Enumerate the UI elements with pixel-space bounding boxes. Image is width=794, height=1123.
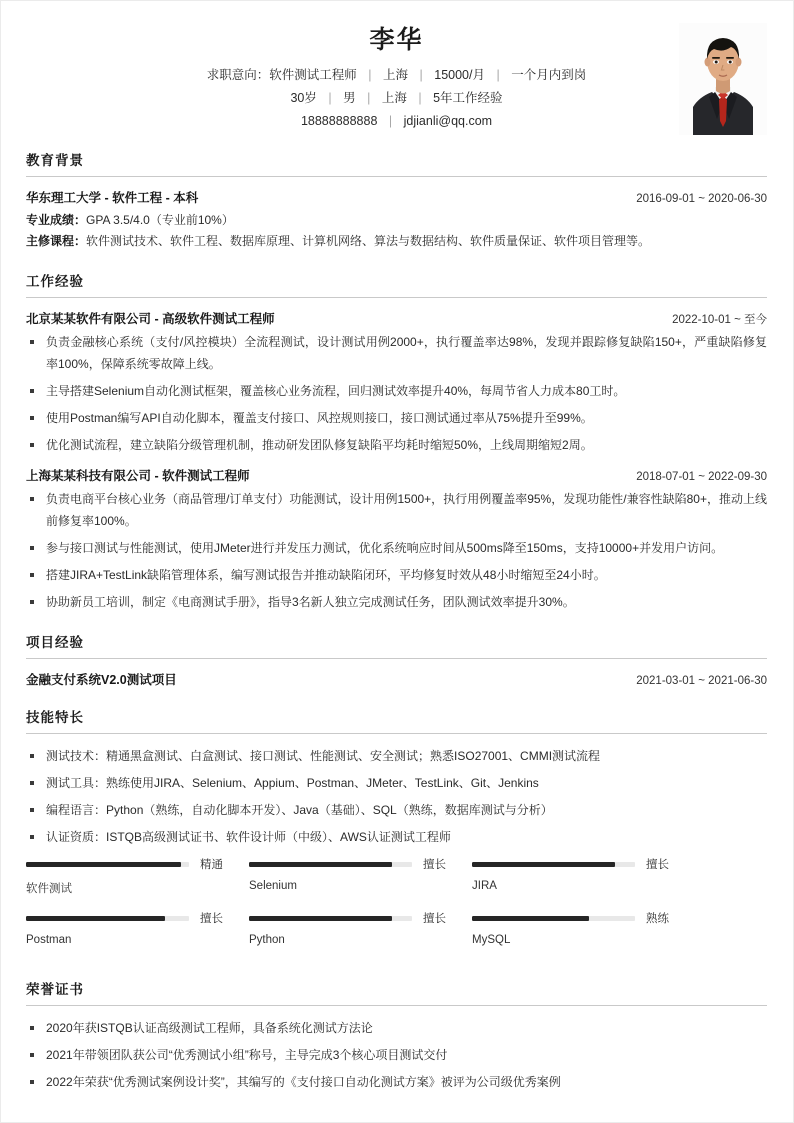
skill-bar-track <box>472 862 635 867</box>
section-title-education: 教育背景 <box>26 153 84 168</box>
list-item: 负责金融核心系统（支付/风控模块）全流程测试，设计测试用例2000+，执行覆盖率达98%，发现并跟踪修复缺陷150+，严重缺陷修复率100%，保障系统零故障上线。 <box>26 331 767 375</box>
skill-bar-item <box>26 856 240 896</box>
skill-label: 认证资质： <box>46 830 107 844</box>
resume-header <box>26 1 767 131</box>
section-project-experience <box>26 631 767 688</box>
skill-label: 测试工具： <box>46 776 107 790</box>
phone-number: 18888888888 <box>300 114 378 128</box>
job-intent-3: 一个月内到岗 <box>511 68 587 82</box>
work-company: 北京某某软件有限公司 - 高级软件测试工程师 <box>26 312 275 326</box>
work-entry-head <box>26 466 767 484</box>
work-date: 2022-10-01 ~ 至今 <box>672 314 767 326</box>
skill-bar-row <box>472 910 686 926</box>
job-intent-0: 求职意向：软件测试工程师 <box>206 68 357 82</box>
skill-bar-item <box>26 910 240 946</box>
skill-bar-level: 擅长 <box>423 913 446 925</box>
separator-icon: | <box>368 68 372 82</box>
skill-bar-name: Selenium <box>249 880 297 892</box>
work-date: 2018-07-01 ~ 2022-09-30 <box>636 471 767 483</box>
list-item <box>26 745 767 767</box>
skill-bar-level: 熟练 <box>646 913 669 925</box>
skill-bar-level: 擅长 <box>200 913 223 925</box>
project-date: 2021-03-01 ~ 2021-06-30 <box>636 675 767 687</box>
section-honors <box>26 978 767 1093</box>
project-name: 金融支付系统V2.0测试项目 <box>26 673 177 687</box>
skill-value: Python（熟练，自动化脚本开发）、Java（基础）、SQL（熟练，数据库测试与分析） <box>106 803 553 817</box>
section-title-work: 工作经验 <box>26 274 84 289</box>
skill-bar-level: 擅长 <box>423 859 446 871</box>
skill-bar-name: MySQL <box>472 934 511 946</box>
skill-bar-fill <box>249 862 392 867</box>
education-courses-value: 软件测试技术、软件工程、数据库原理、计算机网络、算法与数据结构、软件质量保证、软件项目管理等。 <box>86 234 651 248</box>
list-item: 协助新员工培训，制定《电商测试手册》，指导3名新人独立完成测试任务，团队测试效率提升30%。 <box>26 591 767 613</box>
skill-value: ISTQB高级测试证书、软件设计师（中级）、AWS认证测试工程师 <box>106 830 451 844</box>
section-work-experience <box>26 270 767 613</box>
personal-info-3: 5年工作经验 <box>433 91 503 105</box>
resume-content <box>26 1 767 1098</box>
work-bullet-list <box>26 488 767 613</box>
skill-label: 测试技术： <box>46 749 107 763</box>
skill-bar-row <box>26 910 240 926</box>
skill-label: 编程语言： <box>46 803 107 817</box>
skill-bar-level: 擅长 <box>646 859 669 871</box>
skill-bar-row <box>472 856 686 872</box>
contact-line <box>97 110 697 133</box>
work-entry <box>26 309 767 456</box>
personal-info-2: 上海 <box>381 91 407 105</box>
work-entry <box>26 466 767 613</box>
section-divider <box>26 1005 767 1006</box>
skill-bar-level: 精通 <box>200 859 223 871</box>
header-text-block <box>97 23 697 133</box>
honors-bullet-list <box>26 1017 767 1093</box>
skill-bar-name: 软件测试 <box>26 883 72 895</box>
separator-icon: | <box>328 91 332 105</box>
education-entry <box>26 188 767 252</box>
separator-icon: | <box>388 114 393 128</box>
section-education <box>26 149 767 252</box>
skill-bar-item <box>249 910 463 946</box>
skill-value: 精通黑盒测试、白盒测试、接口测试、性能测试、安全测试；熟悉ISO27001、CMMI测试流程 <box>106 749 601 763</box>
profile-photo-icon <box>679 23 767 135</box>
section-title-project: 项目经验 <box>26 635 84 650</box>
skill-bar-row <box>249 856 463 872</box>
list-item: 参与接口测试与性能测试，使用JMeter进行并发压力测试，优化系统响应时间从500ms降至150ms，支持10000+并发用户访问。 <box>26 537 767 559</box>
education-entry-head <box>26 188 767 206</box>
list-item: 优化测试流程，建立缺陷分级管理机制，推动研发团队修复缺陷平均耗时缩短50%，上线周期缩短2周。 <box>26 434 767 456</box>
education-date: 2016-09-01 ~ 2020-06-30 <box>636 193 767 205</box>
separator-icon: | <box>419 68 423 82</box>
separator-icon: | <box>367 91 371 105</box>
section-divider <box>26 176 767 177</box>
work-entry-head <box>26 309 767 327</box>
skill-bar-name: JIRA <box>472 880 497 892</box>
personal-info-line <box>97 87 697 110</box>
skill-bar-name: Python <box>249 934 285 946</box>
separator-icon: | <box>496 68 500 82</box>
skill-bar-fill <box>26 916 165 921</box>
job-intent-1: 上海 <box>383 68 409 82</box>
work-company: 上海某某科技有限公司 - 软件测试工程师 <box>26 469 250 483</box>
skill-bar-track <box>249 916 412 921</box>
avatar <box>679 23 767 135</box>
section-divider <box>26 733 767 734</box>
education-school: 华东理工大学 - 软件工程 - 本科 <box>26 191 199 205</box>
skill-bar-item <box>472 910 686 946</box>
skill-bar-track <box>26 916 189 921</box>
skill-bar-fill <box>26 862 181 867</box>
skill-bar-item <box>249 856 463 896</box>
skill-bar-track <box>26 862 189 867</box>
list-item: 2021年带领团队获公司“优秀测试小组”称号，主导完成3个核心项目测试交付 <box>26 1044 767 1066</box>
section-skills <box>26 706 767 960</box>
project-entry-head <box>26 670 767 688</box>
skill-bar-row <box>26 856 240 872</box>
list-item <box>26 826 767 848</box>
skill-bar-fill <box>249 916 392 921</box>
education-gpa-label: 专业成绩： <box>26 213 87 227</box>
education-gpa-value: GPA 3.5/4.0（专业前10%） <box>86 213 234 227</box>
section-title-honors: 荣誉证书 <box>26 982 84 997</box>
skill-bar-fill <box>472 862 615 867</box>
section-divider <box>26 658 767 659</box>
list-item: 搭建JIRA+TestLink缺陷管理体系，编写测试报告并推动缺陷闭环，平均修复时效从48小时缩短至24小时。 <box>26 564 767 586</box>
list-item <box>26 799 767 821</box>
work-bullet-list <box>26 331 767 456</box>
page-title: 李华 <box>369 26 424 54</box>
list-item: 负责电商平台核心业务（商品管理/订单支付）功能测试，设计用例1500+，执行用例覆盖率95%，发现功能性/兼容性缺陷80+，推动上线前修复率100%。 <box>26 488 767 532</box>
list-item <box>26 772 767 794</box>
list-item: 2022年荣获“优秀测试案例设计奖”，其编写的《支付接口自动化测试方案》被评为公司级优秀案例 <box>26 1071 767 1093</box>
section-title-skills: 技能特长 <box>26 710 84 725</box>
project-entry <box>26 670 767 688</box>
skill-bar-fill <box>472 916 589 921</box>
section-divider <box>26 297 767 298</box>
education-courses-label: 主修课程： <box>26 234 87 248</box>
personal-info-0: 30岁 <box>290 91 317 105</box>
list-item: 使用Postman编写API自动化脚本，覆盖支付接口、风控规则接口，接口测试通过率从75%提升至99%。 <box>26 407 767 429</box>
email-address: jdjianli@qq.com <box>403 114 493 128</box>
education-gpa-line <box>26 210 767 231</box>
education-courses-line <box>26 231 767 252</box>
skill-bar-name: Postman <box>26 934 72 946</box>
job-intent-2: 15000/月 <box>434 68 485 82</box>
list-item: 2020年获ISTQB认证高级测试工程师，具备系统化测试方法论 <box>26 1017 767 1039</box>
skill-bar-track <box>472 916 635 921</box>
skill-bar-item <box>472 856 686 896</box>
personal-info-1: 男 <box>343 91 356 105</box>
skill-bar-row <box>249 910 463 926</box>
separator-icon: | <box>418 91 422 105</box>
job-intent-line <box>97 64 697 87</box>
list-item: 主导搭建Selenium自动化测试框架，覆盖核心业务流程，回归测试效率提升40%，每周节省人力成本80工时。 <box>26 380 767 402</box>
skill-value: 熟练使用JIRA、Selenium、Appium、Postman、JMeter、TestLink、Git、Jenkins <box>106 776 539 790</box>
skill-bar-track <box>249 862 412 867</box>
skills-bullet-list <box>26 745 767 848</box>
skill-bar-grid <box>26 856 767 960</box>
